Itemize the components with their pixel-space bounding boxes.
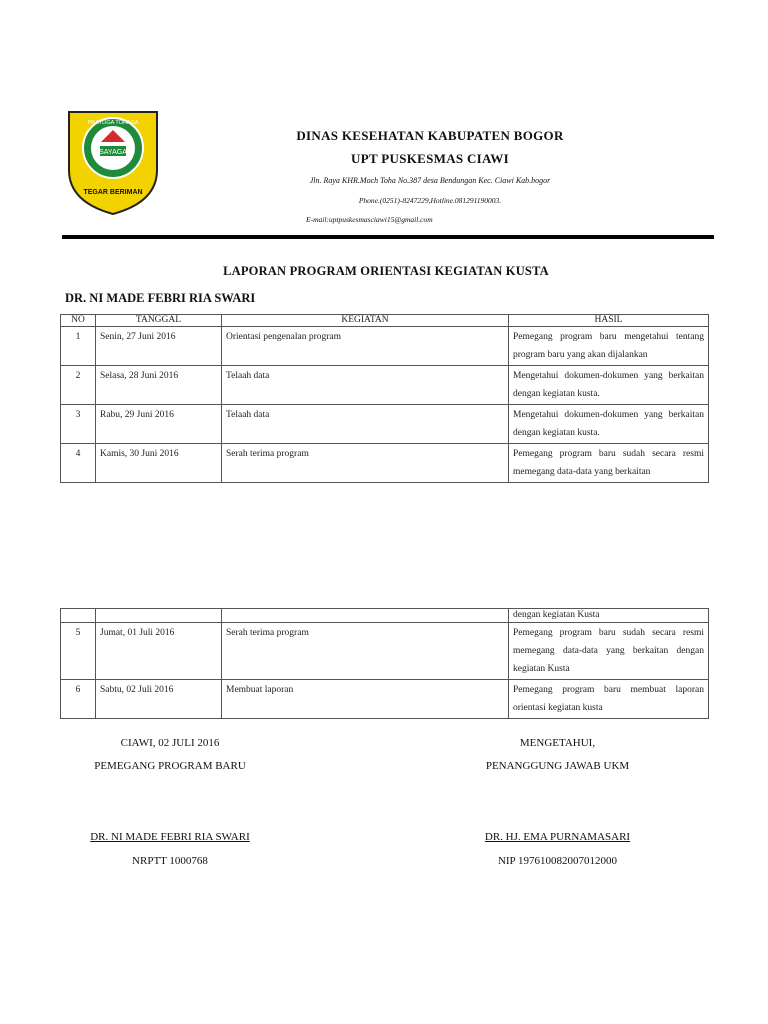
cell-hasil: Mengetahui dokumen-dokumen yang berkaitan dengan kegiatan kusta. [509, 366, 709, 405]
table-row [61, 327, 709, 366]
cell-tanggal: Rabu, 29 Juni 2016 [96, 405, 222, 444]
cell-hasil: Pemegang program baru membuat laporan orientasi kegiatan kusta [509, 680, 709, 719]
cell-no [61, 609, 96, 623]
activity-table [60, 314, 709, 483]
col-header-no: NO [61, 315, 96, 327]
sign-place-date: CIAWI, 02 JULI 2016 [120, 737, 220, 749]
logo-motto-bottom: TEGAR BERIMAN [83, 189, 143, 196]
cell-tanggal: Selasa, 28 Juni 2016 [96, 366, 222, 405]
cell-kegiatan: Membuat laporan [222, 680, 509, 719]
table-row [61, 680, 709, 719]
puskesmas-logo [65, 108, 161, 218]
cell-kegiatan: Serah terima program [222, 623, 509, 680]
sign-right-name: DR. HJ. EMA PURNAMASARI [484, 831, 631, 843]
org-email: E-mail:uptpuskesmasciawi15@gmail.com [306, 215, 433, 224]
cell-hasil: Pemegang program baru sudah secara resmi memegang data-data yang berkaitan [509, 444, 709, 483]
activity-table-continued [60, 608, 709, 719]
cell-no: 5 [61, 623, 96, 680]
cell-kegiatan: Telaah data [222, 366, 509, 405]
sign-right-role: PENANGGUNG JAWAB UKM [485, 760, 630, 772]
sign-left-role: PEMEGANG PROGRAM BARU [94, 760, 246, 772]
col-header-hasil: HASIL [509, 315, 709, 327]
cell-tanggal: Senin, 27 Juni 2016 [96, 327, 222, 366]
org-name: DINAS KESEHATAN KABUPATEN BOGOR [296, 128, 564, 143]
table-row [61, 623, 709, 680]
cell-tanggal [96, 609, 222, 623]
cell-no: 4 [61, 444, 96, 483]
org-phone: Phone.(0251)-8247229,Hotline.081291190003. [358, 196, 502, 205]
org-unit: UPT PUSKESMAS CIAWI [351, 151, 509, 166]
cell-no: 1 [61, 327, 96, 366]
table-row [61, 405, 709, 444]
cell-hasil: dengan kegiatan Kusta [509, 609, 709, 623]
table-row [61, 609, 709, 623]
sign-right-id: NIP 197610082007012000 [497, 855, 618, 867]
logo-motto-top: PRAYOGA TOHAGA [87, 120, 139, 126]
sign-left-name: DR. NI MADE FEBRI RIA SWARI [90, 831, 250, 843]
org-address: Jln. Raya KHR.Moch Toha No.387 desa Bendungan Kec. Ciawi Kab.bogor [309, 176, 551, 185]
logo-inner-text: SAYAGA [99, 149, 127, 156]
sign-left-id: NRPTT 1000768 [132, 855, 208, 867]
cell-no: 2 [61, 366, 96, 405]
table-row [61, 366, 709, 405]
report-title: LAPORAN PROGRAM ORIENTASI KEGIATAN KUSTA [223, 264, 549, 278]
cell-tanggal: Kamis, 30 Juni 2016 [96, 444, 222, 483]
sign-right-label: MENGETAHUI, [519, 737, 596, 749]
cell-kegiatan: Telaah data [222, 405, 509, 444]
cell-no: 6 [61, 680, 96, 719]
cell-kegiatan: Orientasi pengenalan program [222, 327, 509, 366]
cell-hasil: Mengetahui dokumen-dokumen yang berkaitan dengan kegiatan kusta. [509, 405, 709, 444]
col-header-tanggal: TANGGAL [96, 315, 222, 327]
cell-tanggal: Jumat, 01 Juli 2016 [96, 623, 222, 680]
cell-kegiatan: Serah terima program [222, 444, 509, 483]
report-person: DR. NI MADE FEBRI RIA SWARI [65, 291, 256, 305]
cell-tanggal: Sabtu, 02 Juli 2016 [96, 680, 222, 719]
cell-hasil: Pemegang program baru mengetahui tentang program baru yang akan dijalankan [509, 327, 709, 366]
cell-no: 3 [61, 405, 96, 444]
header-divider [62, 235, 714, 239]
cell-hasil: Pemegang program baru sudah secara resmi memegang data-data yang berkaitan dengan kegiatan Kusta [509, 623, 709, 680]
table-row [61, 444, 709, 483]
col-header-kegiatan: KEGIATAN [222, 315, 509, 327]
table-header-row [61, 315, 709, 327]
cell-kegiatan [222, 609, 509, 623]
